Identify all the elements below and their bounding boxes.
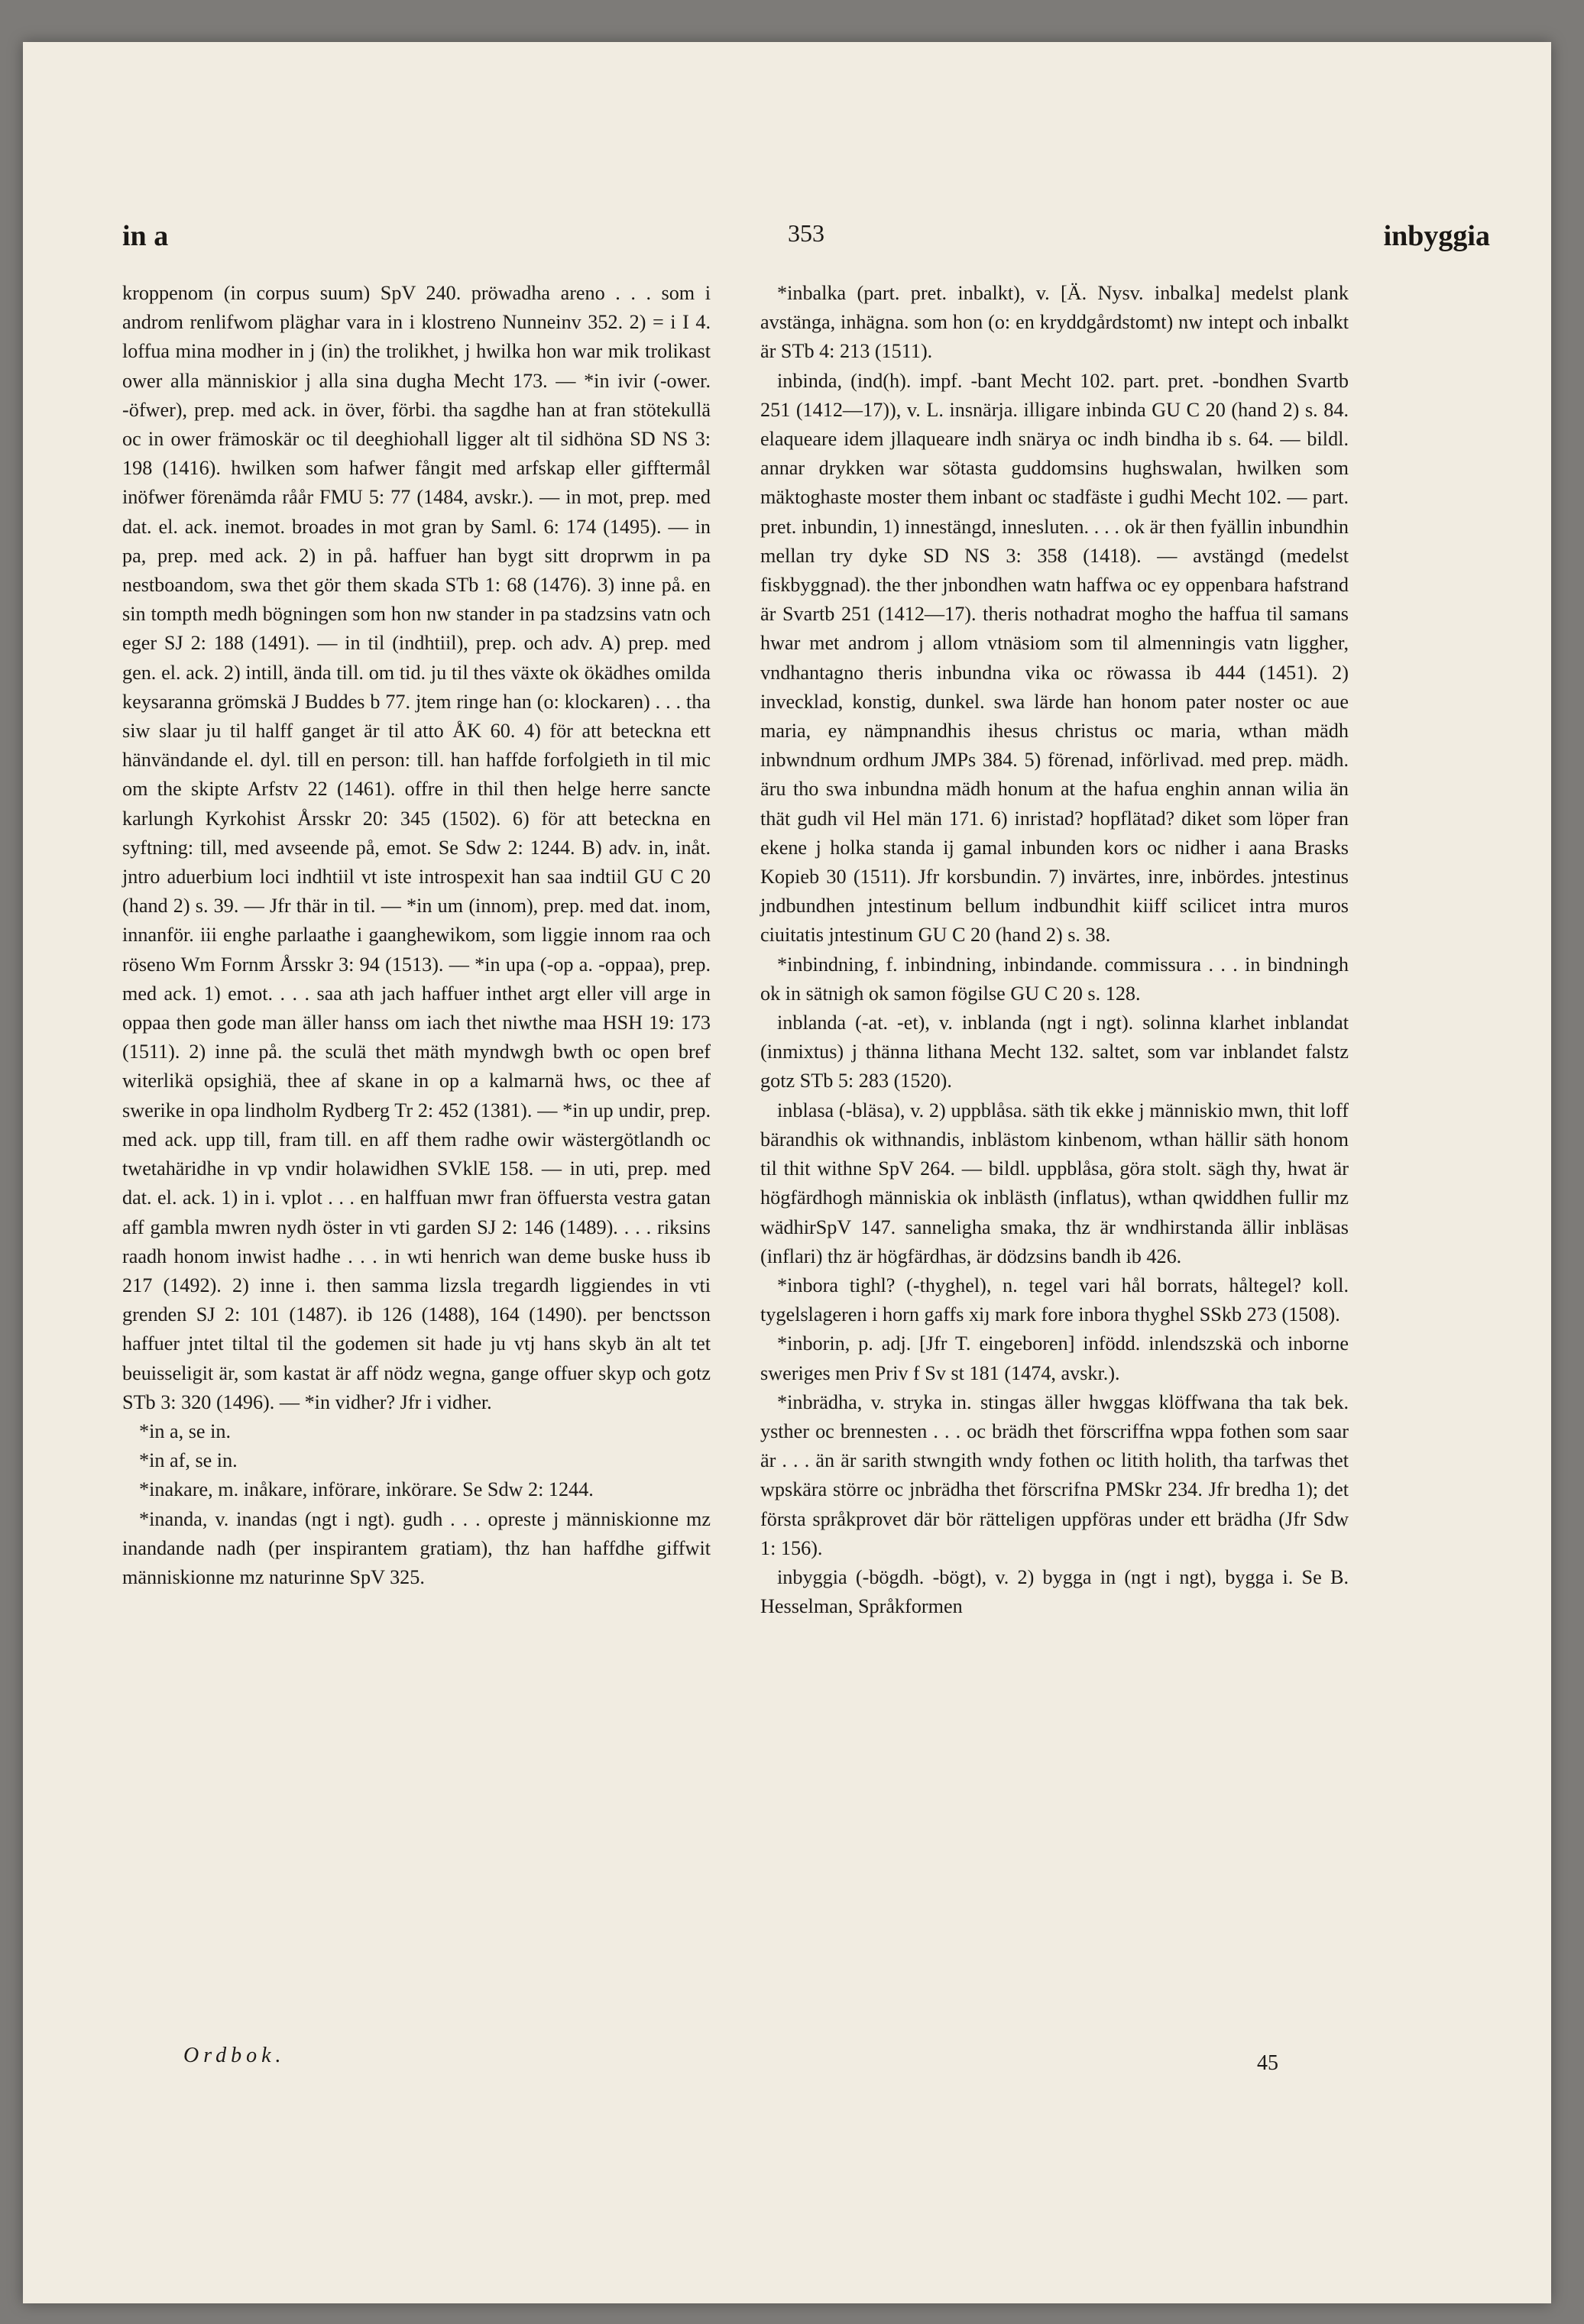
entry-inblanda: inblanda (-at. -et), v. inblanda (ngt i ngt). solinna klarhet inblandat (inmixtus) j thänna lithana Mecht 132. saltet, som var inblandet falstz gotz STb 5: 283 (1520). [760,1011,1349,1092]
signature-mark: Ordbok. [183,2044,286,2067]
entry-in-continuation: kroppenom (in corpus suum) SpV 240. pröwadha areno . . . som i androm renlifwom pläghar vara in i klostreno Nunneinv 352. 2) = i I 4. loffua mina modher in j (in) the trolikhet, j hwilka hon war mik trolikast ower alla människior j alla sina dugha Mecht 173. — *in ivir (-ower. -öfwer), prep. med ack. in över, förbi. tha sagdhe han at fran stötekullä oc in ower främoskär oc til deeghiohall ligger alt til sidhöna SD NS 3: 198 (1416). hwilken som hafwer fångit med arfskap eller gifftermål inöfwer förenämda råår FMU 5: 77 (1484, avskr.). — in mot, prep. med dat. el. ack. inemot. broades in mot gran by Saml. 6: 174 (1495). — in pa, prep. med ack. 2) in på. haffuer han bygt sitt droprwm in pa nestboandom, swa thet gör them skada STb 1: 68 (1476). 3) inne på. en sin tompth medh bögningen som hon nw stander in pa stadzsins vatn och eger SJ 2: 188 (1491). — in til (indhtiil), prep. och adv. A) prep. med gen. el. ack. 2) intill, ända till. om tid. ju til thes växte ok ökädhes omilda keysaranna grömskä J Buddes b 77. jtem ringe han (o: klockaren) . . . tha siw slaar ju til halff ganget är til atto ÅK 60. 4) för att beteckna ett hänvändande el. dyl. till en person: till. han haffde forfolgieth in til mic om the skipte Arfstv 22 (1461). offre in thil then helge herre sancte karlungh Kyrkohist Årsskr 20: 345 (1502). 6) för att beteckna en syftning: till, med avseende på, emot. Se Sdw 2: 1244. B) adv. in, inåt. jntro aduerbium loci indhtiil vt iste introspexit han saa indtiil GU C 20 (hand 2) s. 39. — Jfr thär in til. — *in um (innom), prep. med dat. inom, innanför. iii enghe parlaathe i gaanghewikom, som liggie innom raa och röseno Wm Fornm Årsskr 3: 94 (1513). — *in upa (-op a. -oppaa), prep. med ack. 1) emot. . . . saa ath jach haffuer inthet argt eller vill arge in oppaa then gode man äller hanss om iach thet niwthe maa HSH 19: 173 (1511). 2) inne på. the sculä thet mäth myndwgh bwth oc open bref witerlikä opsighiä, thee af skane in op a kalmarnä hws, oc thee af swerike in opa lindholm Rydberg Tr 2: 452 (1381). — *in up undir, prep. med ack. upp till, fram till. en aff them radhe owir wästergötlandh oc twetahäridhe in vp vndir holawidhen SVklE 158. — in uti, prep. med dat. el. ack. 1) in i. vplot . . . en halffuan mwr fran öffuersta vestra gatan aff gambla mwren nydh öster in vti garden SJ 2: 146 (1489). . . . riksins raadh honom inwist hadhe . . . in wti henrich wan deme buske huss ib 217 (1492). 2) inne i. then samma lizsla tregardh liggiendes in vti grenden SJ 2: 101 (1487). ib 126 (1488), 164 (1490). per benctsson haffuer jntet tiltal til the godemen sit hade ju vtj hans skyb än alt tet beuisseligit är, som kastat är aff nödz wegna, gange offuer skyp och gotz STb 3: 320 (1496). — *in vidher? Jfr i vidher. [122,282,711,1413]
page-number: 353 [788,219,824,247]
entry-inbyggia: inbyggia (-bögdh. -bögt), v. 2) bygga in (ngt i ngt), bygga i. Se B. Hesselman, Språkformen [760,1565,1349,1618]
page-header [122,219,1490,265]
header-left-guideword: in a [122,220,169,252]
entry-inblasa: inblasa (-bläsa), v. 2) uppblåsa. säth tik ekke j människio mwn, thit loff bärandhis ok withnandis, inblästom kinbenom, wthan hällir säth honom til thit withne SpV 264. — bildl. uppblåsa, göra stolt. sägh thy, hwat är högfärdhogh människia ok inblästh (inflatus), wthan qwiddhen fullir mz wädhirSpV 147. sanneligha smaka, thz är wndhirstanda ällir inbläsas (inflari) thz är högfärdhas, är dödzsins bandh ib 426. [760,1099,1349,1267]
entry-in-a: *in a, se in. [139,1419,232,1442]
entry-inbradha: *inbrädha, v. stryka in. stingas äller hwggas klöffwana tha tak bek. ysther oc brennesten . . . oc brädh thet förscriffna wppa fothen som saar är . . . än är sarith stwngith wndy fothen oc litith holith, tha tarfwas thet wpskära större oc jnbrädha thet förscrifna PMSkr 234. Jfr bredha 1); det första språkprovet där bör rätteligen uppföras under ett brädha (Jfr Sdw 1: 156). [760,1390,1349,1559]
entry-inbinda: inbinda, (ind(h). impf. -bant Mecht 102. part. pret. -bondhen Svartb 251 (1412—17)), v. L. insnärja. illigare inbinda GU C 20 (hand 2) s. 84. elaqueare idem jllaqueare indh snärya oc indh bindha ib s. 64. — bildl. annar drykken war sötasta guddomsins hughswalan, hwilken som mäktoghaste moster them inbant oc stadfäste i gudhi Mecht 102. — part. pret. inbundin, 1) innestängd, innesluten. . . . ok är then fyällin inbundhin mellan try dyke SD NS 3: 358 (1418). — avstängd (medelst fiskbyggnad). the ther jnbondhen watn haffwa oc ey oppenbara hafstrand är Svartb 251 (1412—17). theris nothadrat mogho the haffua til samans hwar met androm j allom vtnäsiom som til almenningis vatn liggher, vndhantagno theris inbundna vika oc röwassa ib 444 (1451). 2) invecklad, konstig, dunkel. swa lärde han honom pater noster oc aue maria, ey nämpnandhis ihesus christus oc maria, wthan mädh inbwndnum ordhum JMPs 384. 5) förenad, införlivad. med prep. mädh. äru tho swa inbundna mädh honum at the hafua enghin annan wilia än thät gudh vil Hel män 171. 6) inristad? hopflätad? diket som löper fran ekene j holka standa ij gamal inbunden kors oc nidher i aana Brasks Kopieb 30 (1511). Jfr korsbundin. 7) invärtes, inre, inbördes. jntestinus jndbundhen jntestinum bellum indbundhit kiiff scilicet intra muros ciuitatis jntestinum GU C 20 (hand 2) s. 38. [760,369,1349,947]
entry-inbalka: *inbalka (part. pret. inbalkt), v. [Ä. Nysv. inbalka] medelst plank avstänga, inhägna. som hon (o: en kryddgårdstomt) nw intept och inbalkt är STb 4: 213 (1511). [760,282,1349,363]
entry-inbora-tighl: *inbora tighl? (-thyghel), n. tegel vari hål borrats, håltegel? koll. tygelslageren i horn gaffs xiȷ mark fore inbora thyghel SSkb 273 (1508). [760,1274,1349,1326]
header-right-guideword: inbyggia [1383,220,1490,252]
sheet-number: 45 [1257,2051,1278,2075]
right-column [760,279,1349,1621]
entry-inbindning: *inbindning, f. inbindning, inbindande. commissura . . . in bindningh ok in sätnigh ok samon fögilse GU C 20 s. 128. [760,953,1349,1005]
dictionary-page [23,42,1551,2303]
entry-inanda: *inanda, v. inandas (ngt i ngt). gudh . . . opreste j människionne mz inandande nadh (per inspirantem gratiam), thz han haffdhe giffwit människionne mz naturinne SpV 325. [122,1507,711,1588]
left-column [122,279,711,1592]
entry-inborin: *inborin, p. adj. [Jfr T. eingeboren] infödd. inlendszskä och inborne sweriges men Priv f Sv st 181 (1474, avskr.). [760,1332,1349,1384]
entry-inakare: *inakare, m. inåkare, införare, inkörare. Se Sdw 2: 1244. [139,1478,594,1501]
entry-in-af: *in af, se in. [139,1449,238,1472]
